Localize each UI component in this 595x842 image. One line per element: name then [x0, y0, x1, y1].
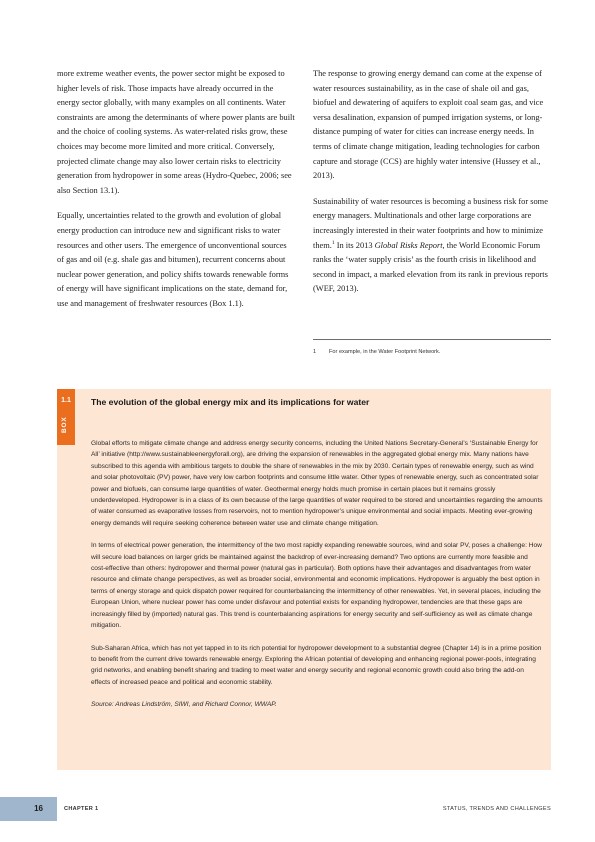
paragraph-text: In its 2013 [334, 240, 375, 250]
footnote-divider [313, 339, 551, 340]
right-column [313, 67, 551, 308]
box-title: The evolution of the global energy mix and its implications for water [91, 397, 370, 407]
box-paragraph: Sub-Saharan Africa, which has not yet tapped in to its rich potential for hydropower development to a substantial degree (Chapter 14) is in a prime position to benefit from the current drive towards renewable energy. Exploring the African potential of developing and enhancing regional power-pools, integrating grid networks, and enabling benefit sharing and trading to meet water and energy security and regional economic growth could also bring the add-on effects of increased peace and political and economic stability. [91, 644, 542, 686]
page-number: 16 [34, 804, 43, 813]
box-label: BOX [61, 416, 68, 433]
chapter-label: CHAPTER 1 [64, 806, 99, 812]
body-paragraph: more extreme weather events, the power sector might be exposed to higher levels of risk. Those impacts have already occurred in the energy sector globally, with many examples on all continents. Water constraints are among the determinants of where power plants are built and the choice of cooling systems. As water-related risks grow, these choices may become more limited and more critical. Conversely, projected climate change may also lower certain risks to electricity generation from hydropower in some areas (Hydro-Quebec, 2006; see also Section 13.1). [57, 69, 295, 195]
box-paragraph: Global efforts to mitigate climate change and address energy security concerns, including the United Nations Secretary-General’s ‘Sustainable Energy for All’ initiative (http://www.sustainableenergyforall.org), are driving the expansion of renewables in the aggregated global energy mix. Many nations have subscribed to this agenda with ambitious targets to double the share of renewables in the mix by 2030. Certain types of renewable energy, such as wind and solar photovoltaic (PV) power, have very low carbon footprints and consume little water. Other types of renewable energy, such as concentrated solar power and biofuels, can consume large quantities of water. Geothermal energy holds much promise in certain places but it remains grossly underdeveloped. Hydropower is in a class of its own because of the large quantities of water required to be stored and uncertainties regarding the amounts of water consumed as evaporative losses from reservoirs, not to mention hydropower’s unique environmental and social impacts. Meeting ever-growing energy demands will require seeking coherence between water use and climate change mitigation. [91, 440, 543, 527]
box-body [91, 438, 543, 722]
paragraph-text: , the World Economic Forum ranks the ‘water supply crisis’ as the fourth crisis in likelihood and second in impact, a marked elevation from its rank in previous reports (WEF, 2013). [313, 240, 548, 294]
box-number: 1.1 [61, 397, 71, 404]
body-paragraph: Equally, uncertainties related to the growth and evolution of global energy production can introduce new and significant risks to water resources and other users. The emergence of unconventional sources of gas and oil (e.g. shale gas and bitumen), recurrent concerns about nuclear power generation, and policy shifts towards renewable forms of energy will have significant implications on the state, demand for, use and management of freshwater resources (Box 1.1). [57, 211, 289, 308]
footnote-number: 1 [313, 349, 317, 355]
footnote-text: For example, in the Water Footprint Network. [329, 349, 441, 355]
paragraph-text: Sustainability of water resources is becoming a business risk for some energy managers. Multinationals and other large corporations are increasingly interested in their water footprints and how to minimize them. [313, 196, 548, 250]
box-paragraph: In terms of electrical power generation, the intermittency of the two most rapidly expanding renewable sources, wind and solar PV, poses a challenge: How will secure load balances on larger grids be maintained against the backdrop of ever-increasing demand? Two options are currently more feasible and cost-effective than others: hydropower and thermal power (natural gas in particular). Both options have their advantages and disadvantages from water resource and climate change perspectives, as well as broader social, environmental and economic implications. Hydropower is arguably the best option in terms of energy storage and quick dispatch power required for counterbalancing the intermittency of other renewables. Yet, in several places, including the European Union, where nuclear power has come under disfavour and potential exists for expanding hydropower, tendencies are that these gaps are increasingly filled by (imported) natural gas. This trend is counterbalancing aspirations for energy security and self-sufficiency as well as climate change mitigation. [91, 542, 542, 630]
body-paragraph [313, 195, 551, 297]
report-title: Global Risks Report [374, 240, 443, 250]
body-paragraph: The response to growing energy demand can come at the expense of water resources sustainability, as in the case of shale oil and gas, biofuel and dewatering of aquifers to exploit coal seam gas, and vice versa desalination, expansion of pumped irrigation systems, or long-distance pumping of water for cities can increase energy needs. In terms of climate change mitigation, leading technologies for carbon capture and storage (CCS) are highly water intensive (Hussey et al., 2013). [313, 69, 544, 181]
running-title: STATUS, TRENDS AND CHALLENGES [442, 806, 551, 812]
footnote [313, 349, 551, 355]
footnote-reference[interactable]: 1 [331, 239, 335, 246]
box-source: Source: Andreas Lindström, SIWI, and Richard Connor, WWAP. [91, 701, 277, 709]
left-column [57, 67, 295, 323]
